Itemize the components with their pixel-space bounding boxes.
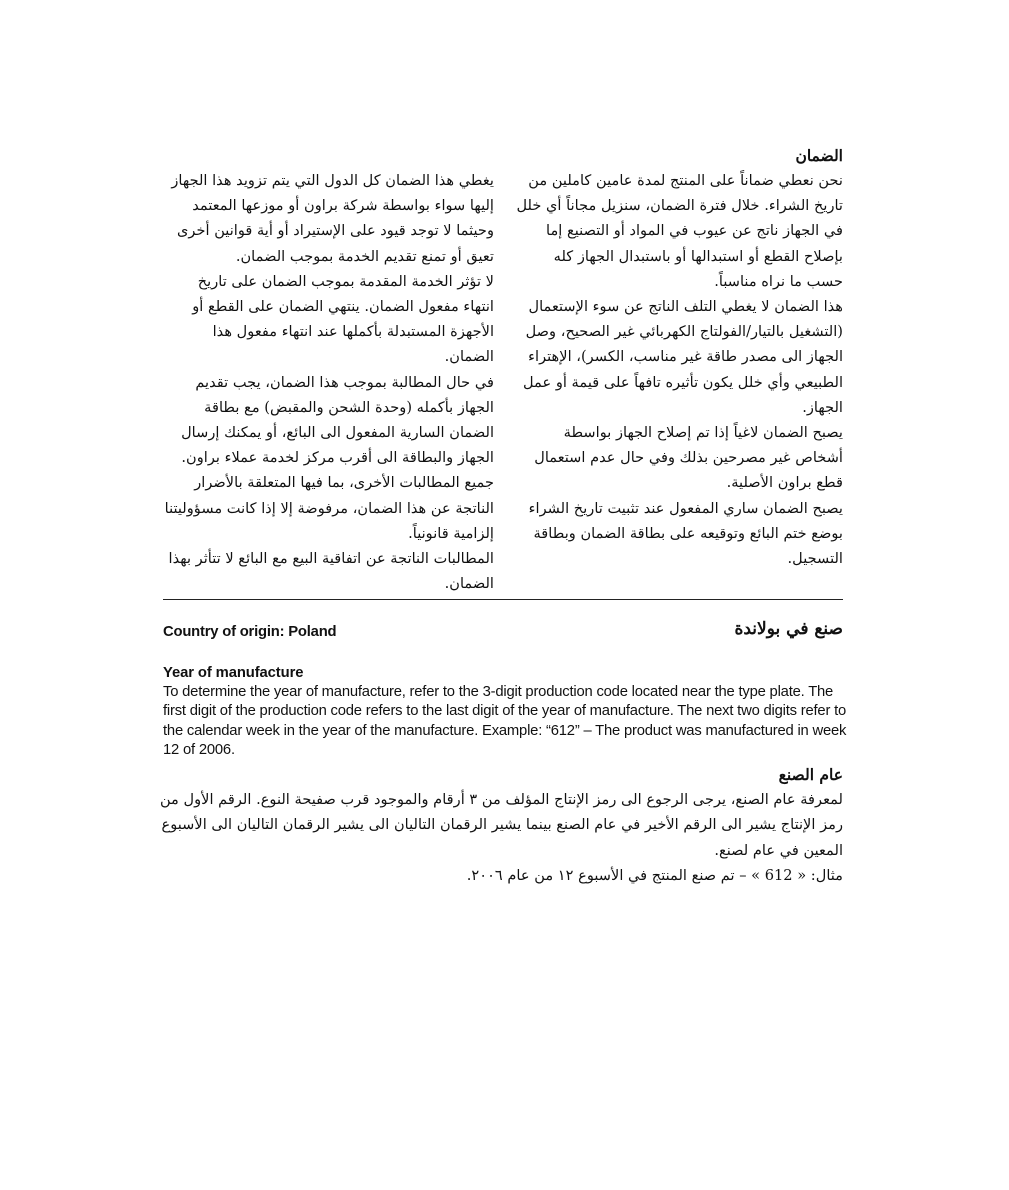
year-of-manufacture-heading: Year of manufacture	[163, 665, 304, 681]
year-of-manufacture-example-arabic: مثال: « 612 » – تم صنع المنتج في الأسبوع ١٢ من عام ٢٠٠٦.	[466, 867, 843, 885]
country-of-origin-english: Country of origin: Poland	[163, 624, 337, 640]
warranty-paragraph: يصبح الضمان ساري المفعول عند تثبيت تاريخ الشراء بوضع ختم البائع وتوقيعه على بطاقة الضمان وبطاقة التسجيل.	[528, 499, 843, 568]
warranty-paragraph: المطالبات الناتجة عن اتفاقية البيع مع البائع لا تتأثر بهذا الضمان.	[168, 550, 494, 593]
year-body-text: To determine the year of manufacture, refer to the 3-digit production code located near the type plate. The first digit of the production code refers to the last digit of the year of manufacture. The next two digits refer to the calendar week in the year of the manufacture.	[163, 684, 847, 739]
warranty-paragraph: في حال المطالبة بموجب هذا الضمان، يجب تقديم الجهاز بأكمله (وحدة الشحن والمقبض) مع بطاقة الضمان السارية المفعول الى البائع، أو يمكنك إرسال الجهاز والبطاقة الى أقرب مركز لخدمة عملاء براون.	[181, 373, 494, 467]
year-of-manufacture-body	[163, 683, 847, 761]
warranty-paragraph: جميع المطالبات الأخرى، بما فيها المتعلقة بالأضرار الناتجة عن هذا الضمان، مرفوضة إلا إذا كانت مسؤوليتنا إلزامية قانونياً.	[164, 474, 494, 542]
year-of-manufacture-body-arabic: لمعرفة عام الصنع، يرجى الرجوع الى رمز الإنتاج المؤلف من ٣ أرقام والموجود قرب صفيحة النوع. الرقم الأول من رمز الإنتاج يشير الى الرقم الأخير في عام الصنع بينما يشير الرقمان التاليان الى يشير الرقمان التاليان الى الأسبوع المعين في عام لصنع.	[159, 791, 843, 859]
section-divider	[163, 599, 843, 600]
warranty-title: الضمان	[795, 146, 843, 165]
warranty-column-left	[164, 168, 494, 596]
warranty-paragraph: هذا الضمان لا يغطي التلف الناتج عن سوء الإستعمال (التشغيل بالتيار/الفولتاج الكهربائي غير الصحيح، وصل الجهاز الى مصدر طاقة غير مناسب، الكسر)، الإهتراء الطبيعي وأي خلل يكون تأثيره تافهاً على قيمة أو عمل الجهاز.	[522, 298, 843, 416]
warranty-paragraph: يصبح الضمان لاغياً إذا تم إصلاح الجهاز بواسطة أشخاص غير مصرحين بذلك وفي حال عدم استعمال قطع براون الأصلية.	[534, 424, 843, 492]
year-example-text: Example: “612” – The product was manufactured in week 12 of 2006.	[163, 722, 847, 759]
year-of-manufacture-arabic	[159, 763, 843, 889]
warranty-column-right	[513, 168, 843, 571]
year-of-manufacture-english	[163, 663, 847, 761]
warranty-paragraph: لا تؤثر الخدمة المقدمة بموجب الضمان على تاريخ انتهاء مفعول الضمان. ينتهي الضمان على القطع أو الأجهزة المستبدلة بأكملها عند انتهاء مفعول هذا الضمان.	[192, 272, 494, 366]
year-of-manufacture-heading-arabic: عام الصنع	[778, 765, 843, 784]
warranty-paragraph: نحن نعطي ضماناً على المنتج لمدة عامين كاملين من تاريخ الشراء. خلال فترة الضمان، سنزيل مجاناً أي خلل في الجهاز ناتج عن عيوب في المواد أو التصنيع إما بإصلاح القطع أو استبدالها أو باستبدال الجهاز كله حسب ما نراه مناسباً.	[516, 172, 843, 290]
warranty-paragraph: يغطي هذا الضمان كل الدول التي يتم تزويد هذا الجهاز إليها سواء بواسطة شركة براون أو موزعها المعتمد وحيثما لا توجد قيود على الإستيراد أو أية قوانين أخرى تعيق أو تمنع تقديم الخدمة بموجب الضمان.	[171, 172, 494, 265]
country-of-origin-arabic: صنع في بولاندة	[734, 619, 843, 639]
